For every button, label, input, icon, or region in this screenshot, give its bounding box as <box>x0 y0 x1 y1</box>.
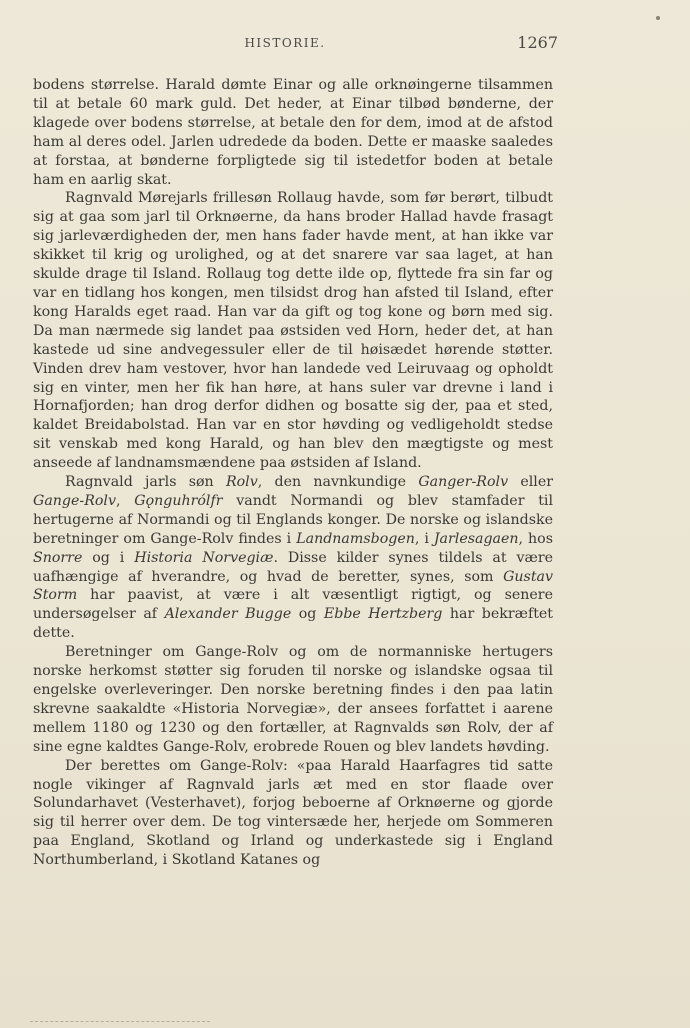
text-run: , den navnkundige <box>257 474 419 491</box>
page-edge-mark <box>30 1020 210 1022</box>
page-speck <box>656 16 660 20</box>
body-text <box>33 76 553 870</box>
italic-text: Ganger-Rolv <box>418 474 509 491</box>
paragraph <box>33 76 553 189</box>
text-run: eller <box>508 474 553 491</box>
text-run: har bekræftet dette. <box>33 606 554 642</box>
italic-text: Rolv <box>225 474 258 491</box>
italic-text: Gustav Storm <box>33 568 553 604</box>
text-run: og i <box>82 549 135 566</box>
italic-text: Gǫnguhrólfr <box>134 492 223 509</box>
text-run: og <box>291 606 324 623</box>
paragraph <box>33 643 553 756</box>
italic-text: Historia Norvegiæ <box>134 549 274 566</box>
italic-text: Ebbe Hertzberg <box>323 606 443 623</box>
italic-text: Alexander Bugge <box>164 606 292 623</box>
paragraph <box>33 473 553 643</box>
text-run: Ragnvald jarls søn <box>65 474 226 491</box>
text-run: , <box>115 492 135 509</box>
text-run: Beretninger om Gange-Rolv og om de normanniske hertugers norske herkomst støtter sig foruden til norske og islandske ogsaa til engelske overleveringer. Den norske beretning findes i den paa latin skrevne saakaldte «Historia Norvegiæ», der ansees forfattet i aarene mellem 1180 og 1230 og den fortæller, at Ragnvalds søn Rolv, der af sine egne kaldtes Gange-Rolv, erobrede Rouen og blev landets høvding. <box>33 644 553 755</box>
paragraph <box>33 189 553 473</box>
text-run: , hos <box>518 530 553 547</box>
italic-text: Gange-Rolv <box>33 492 116 509</box>
italic-text: Snorre <box>33 549 83 566</box>
text-run: Der berettes om Gange-Rolv: «paa Harald Haarfagres tid satte nogle vikinger af Ragnvald jarls æt med en stor flaade over Solundarhavet (Vesterhavet), forjog beboerne af Orknøerne og gjorde sig til herrer over dem. De tog vintersæde her, herjede om Sommeren paa England, Skotland og Irland og underkastede sig i England Northumberland, i Skotland Katanes og <box>33 757 553 869</box>
text-run: har paavist, at være i alt væsentligt rigtigt, og senere undersøgelser af <box>33 587 553 623</box>
text-run: bodens størrelse. Harald dømte Einar og alle orknøingerne tilsammen til at betale 60 mark guld. Det heder, at Einar tilbød bønderne, der klagede over bodens størrelse, at betale den for dem, imod at de afstod ham al deres odel. Jarlen udredede da boden. Dette er maaske saaledes at forstaa, at bønderne forpligtede sig til istedetfor boden at betale ham en aarlig skat. <box>33 77 553 188</box>
text-run: , i <box>414 530 434 547</box>
italic-text: Jarlesagaen <box>433 530 519 547</box>
italic-text: Landnamsbogen <box>296 530 415 547</box>
running-header-title: HISTORIE. <box>244 36 326 50</box>
text-run: Ragnvald Mørejarls frillesøn Rollaug havde, som før berørt, tilbudt sig at gaa som jarl til Orknøerne, da hans broder Hallad havde frasagt sig jarleværdigheden der, men hans fader havde ment, at han ikke var skikket til krig og urolighed, og at det snarere var saa laget, at han skulde drage til Island. Rollaug tog dette ilde op, flyttede fra sin far og var en tidlang hos kongen, men tilsidst drog han afsted til Island, efter kong Haralds eget raad. Han var da gift og tog kone og børn med sig. Da man nærmede sig landet paa østsiden ved Horn, heder det, at han kastede ud sine andvegessuler eller de til høisædet hørende støtter. Vinden drev ham vestover, hvor han landede ved Leiruvaag og opholdt sig en vinter, men her fik han høre, at hans suler var drevne i land i Hornafjorden; han drog derfor didhen og bosatte sig der, paa et sted, kaldet Breidabolstad. Han var en stor høvding og vedligeholdt stedse sit venskab med kong Harald, og han blev den mægtigste og mest anseede af landnamsmændene paa østsiden af Island. <box>33 190 553 472</box>
page-number: 1267 <box>517 33 558 52</box>
text-run: . Disse kilder synes tildels at være uafhængige af hverandre, og hvad de beretter, synes, som <box>33 549 553 585</box>
paragraph <box>33 757 553 870</box>
text-run: vandt Normandi og blev stamfader til hertugerne af Normandi og til Englands konger. De norske og islandske beretninger om Gange-Rolv findes i <box>33 492 553 547</box>
